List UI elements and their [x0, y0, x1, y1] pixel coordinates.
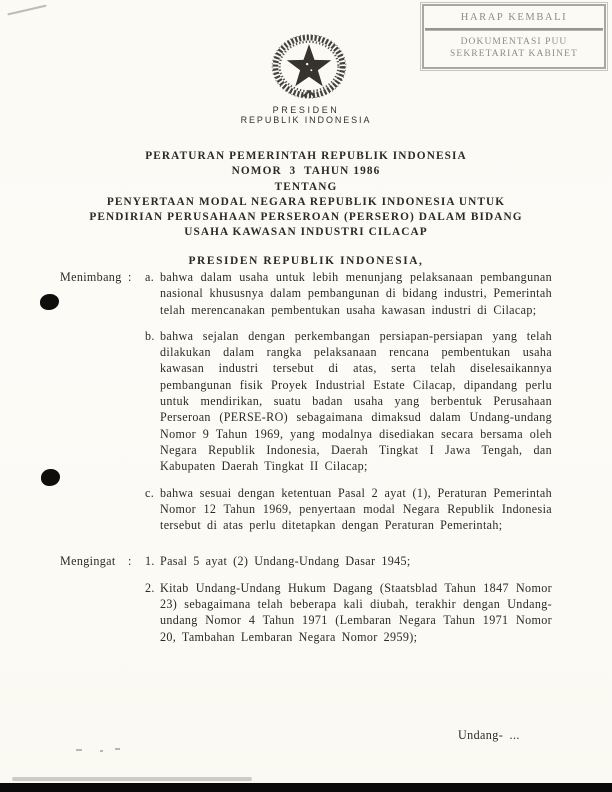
item-text: Kitab Undang-Undang Hukum Dagang (Staatsblad Tahun 1847 Nomor 23) sebagaimana telah beberapa kali diubah, terakhir dengan Undang-undang Nomor 4 Tahun 1971 (Lembaran Negara Tahun 1971 Nomor 20, Tambahan Lembaran Negara Nomor 2959); — [160, 580, 552, 644]
scan-smudge — [12, 777, 252, 781]
punch-hole-bottom — [41, 469, 60, 486]
scan-edge-bar — [0, 783, 612, 792]
item-text: bahwa sesuai dengan ketentuan Pasal 2 ayat (1), Peraturan Pemerintah Nomor 12 Tahun 1969, penyertaan modal Negara Republik Indonesia tersebut di atas perlu ditetapkan dengan Peraturan Pemerintah; — [160, 485, 552, 533]
recalling-section — [60, 553, 552, 644]
considering-label: Menimbang — [60, 270, 122, 284]
considering-item-c — [145, 485, 552, 534]
recalling-label: Mengingat — [60, 554, 116, 569]
item-text: Pasal 5 ayat (2) Undang-Undang Dasar 1945; — [160, 554, 411, 569]
catchword: Undang- ... — [458, 728, 520, 742]
letterhead — [0, 105, 612, 126]
stamp-line-2: DOKUMENTASI PUU — [460, 37, 568, 47]
recalling-item-2 — [145, 580, 552, 645]
letterhead-republik-indonesia: REPUBLIK INDONESIA — [240, 115, 372, 125]
documentation-stamp — [422, 4, 606, 69]
item-marker: b. — [145, 328, 155, 343]
item-marker: a. — [145, 270, 155, 284]
regulation-title — [46, 149, 566, 241]
title-line-4: PENYERTAAN MODAL NEGARA REPUBLIK INDONESIA UNTUK — [106, 195, 506, 208]
title-line-5: PENDIRIAN PERUSAHAAN PERSEROAN (PERSERO) DALAM BIDANG — [89, 211, 523, 224]
item-marker: c. — [145, 485, 155, 500]
stamp-line-3: SEKRETARIAT KABINET — [450, 48, 578, 59]
document-body — [60, 269, 552, 645]
title-line-6: USAHA KAWASAN INDUSTRI CILACAP — [184, 226, 428, 239]
item-text: bahwa sejalan dengan perkembangan persiapan-persiapan yang telah dilakukan dalam rangka pelaksanaan rencana pembentukan usaha kawasan industri tersebut di atas, serta telah diselesaikannya pembangunan fisik Proyek Industrial Estate Cilacap, dipandang perlu untuk mendirikan, suatu badan usaha yang berbentuk Perusahaan Perseroan (PERSE-RO) sebagaimana dimaksud dalam Undang-undang Nomor 9 Tahun 1969, yang modalnya disediakan secara bersama oleh Negara Republik Indonesia, Daerah Tingkat I Jawa Tengah, dan Kabupaten Daerah Tingkat II Cilacap; — [160, 328, 552, 474]
title-line-3: TENTANG — [274, 180, 338, 193]
considering-item-a — [145, 269, 552, 318]
scan-speck — [76, 749, 82, 751]
considering-section — [60, 269, 552, 553]
stamp-line-1: HARAP KEMBALI — [460, 12, 568, 23]
considering-item-b — [145, 328, 552, 475]
item-text: bahwa dalam usaha untuk lebih menunjang pelaksanaan pembangunan nasional khususnya dalam pembangunan di bidang industri, Pemerintah telah merencanakan pembentukan usaha kawasan industri di Cilacap; — [160, 270, 552, 317]
scan-scratch-mark — [7, 5, 46, 16]
recalling-item-1 — [145, 553, 552, 569]
state-emblem-icon — [267, 31, 351, 101]
opening-salutation: PRESIDEN REPUBLIK INDONESIA, — [188, 255, 424, 267]
title-line-2: NOMOR 3 TAHUN 1986 — [231, 165, 381, 178]
recalling-colon: : — [128, 554, 132, 569]
letterhead-presiden: PRESIDEN — [272, 105, 340, 115]
scan-speck — [100, 750, 103, 752]
title-line-1: PERATURAN PEMERINTAH REPUBLIK INDONESIA — [145, 150, 467, 162]
item-marker: 1. — [145, 554, 155, 569]
considering-colon: : — [128, 270, 132, 284]
item-marker: 2. — [145, 580, 155, 595]
punch-hole-top — [40, 294, 59, 310]
scan-speck — [115, 748, 120, 750]
